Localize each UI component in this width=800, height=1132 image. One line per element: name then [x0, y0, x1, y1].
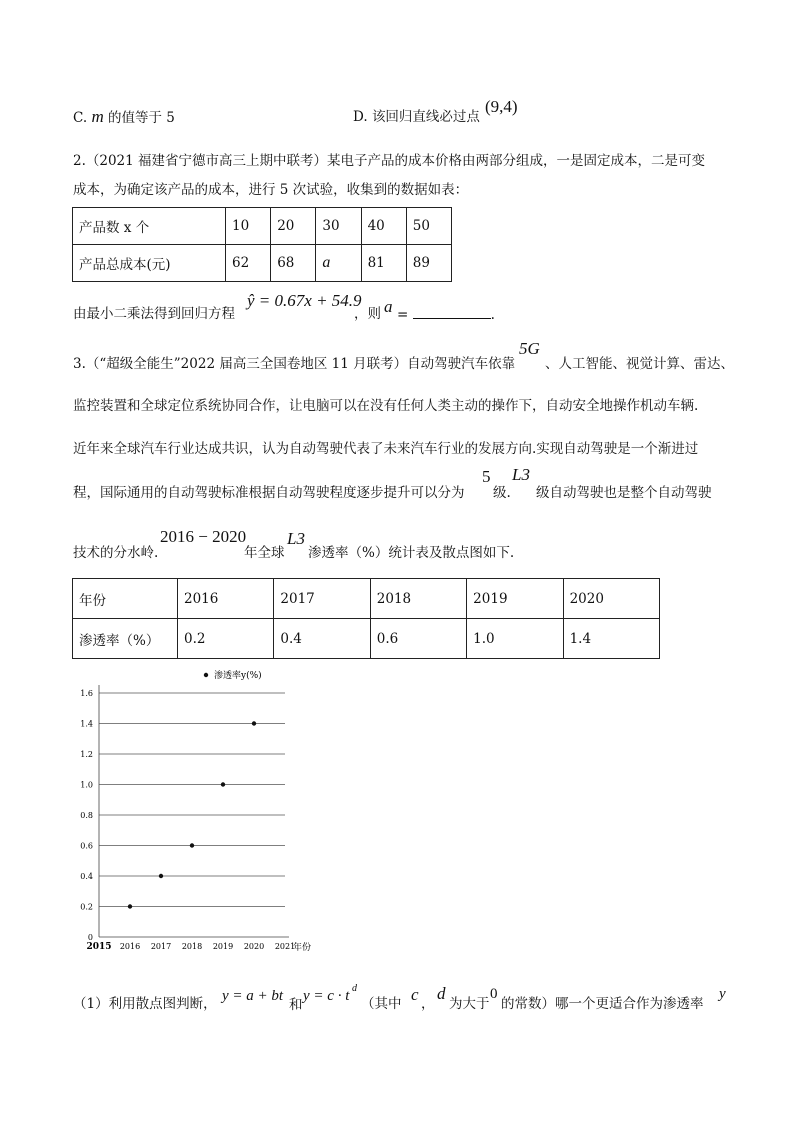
- option-c-text: 的值等于 5: [108, 110, 175, 126]
- q3-l3-2: L3: [287, 529, 305, 548]
- q2-after: [73, 305, 235, 323]
- chart-axes: [80, 685, 311, 953]
- x-tick-label: 2016: [119, 942, 141, 951]
- q3-sub1-comma: ，: [421, 996, 435, 1012]
- x-tick-label: 2021: [274, 942, 296, 951]
- q3-sub1-zero: 0: [490, 986, 498, 1002]
- table-cell: 2016: [178, 579, 274, 619]
- q2-equation: ŷ = 0.67x + 54.9: [247, 291, 362, 310]
- data-point: [128, 904, 132, 908]
- option-d-prefix: D.: [353, 109, 368, 125]
- chart-grid: [99, 693, 285, 907]
- q2-after-prefix: 由最小二乘法得到回归方程: [73, 306, 235, 322]
- q3-sub1-mid2: 为大于: [449, 996, 490, 1012]
- q3-sub1-d: d: [437, 984, 446, 1003]
- table-cell: 2018: [370, 579, 466, 619]
- table-row: [73, 579, 660, 619]
- table-cell: 50: [406, 208, 451, 245]
- q3-sub1-eq2: y = c · t: [303, 988, 350, 1004]
- q2-after-eq: =: [397, 307, 409, 323]
- table-cell: 30: [316, 208, 361, 245]
- q3-sub1-eq1: y = a + bt: [222, 988, 284, 1004]
- q2-answer-blank: [397, 305, 495, 324]
- table-row: [73, 208, 452, 245]
- q2-after-mid: ，则: [354, 306, 381, 322]
- option-c-prefix: C.: [73, 110, 88, 126]
- table-cell: 0.2: [178, 619, 274, 659]
- table-cell-header: 渗透率（%）: [73, 619, 178, 659]
- q3-line5-suffix: 渗透率（%）统计表及散点图如下.: [308, 545, 515, 561]
- data-point: [252, 721, 256, 725]
- q2-data-table: [72, 207, 452, 282]
- q3-line3: 近年来全球汽车行业达成共识，认为自动驾驶代表了未来汽车行业的发展方向.实现自动驾驶是一个渐进过: [73, 441, 699, 457]
- table-cell: 89: [406, 245, 451, 282]
- x-tick-label: 2020: [243, 942, 265, 951]
- option-d-text: 该回归直线必过点: [371, 109, 480, 125]
- q3-line4-suffix: 级自动驾驶也是整个自动驾驶: [536, 485, 712, 501]
- y-tick-label: 1.6: [80, 689, 93, 698]
- y-tick-label: 1.2: [80, 750, 93, 759]
- table-cell: 0.4: [274, 619, 370, 659]
- y-tick-label: 0.4: [80, 872, 93, 881]
- option-d-point: (9,4): [485, 97, 518, 116]
- q3-line4: [73, 484, 465, 502]
- table-row: [73, 245, 452, 282]
- q3-line2: 监控装置和全球定位系统协同合作，让电脑可以在没有任何人类主动的操作下，自动安全地操作机动车辆.: [73, 398, 699, 414]
- table-cell-header: 产品总成本(元): [73, 245, 226, 282]
- table-row: [73, 619, 660, 659]
- table-cell: 0.6: [370, 619, 466, 659]
- x-tick-label: 2019: [212, 942, 234, 951]
- answer-blank[interactable]: [413, 305, 491, 319]
- q3-line1: [73, 355, 515, 373]
- scatter-chart: [72, 665, 342, 955]
- q3-line5-prefix: 技术的分水岭.: [73, 545, 159, 561]
- option-d: [353, 108, 480, 126]
- chart-legend: [204, 669, 262, 681]
- table-cell-header: 产品数 x 个: [73, 208, 226, 245]
- table-cell: 81: [361, 245, 406, 282]
- data-point: [190, 843, 194, 847]
- q2-answer: [354, 305, 381, 323]
- table-cell: 1.0: [467, 619, 563, 659]
- table-cell: 40: [361, 208, 406, 245]
- x-tick-label: 2018: [181, 942, 203, 951]
- q2-line2: 成本，为确定该产品的成本，进行 5 次试验，收集到的数据如表：: [73, 182, 469, 198]
- table-cell: 2019: [467, 579, 563, 619]
- q3-5g: 5G: [519, 339, 540, 358]
- x-tick-label: 2017: [150, 942, 172, 951]
- q3-sub1-mid3: 的常数）哪一个更适合作为渗透率: [501, 996, 704, 1012]
- q3-l3: L3: [512, 465, 530, 484]
- table-cell: 2017: [274, 579, 370, 619]
- q3-sub1: [73, 995, 217, 1013]
- legend-label: 渗透率y(%): [214, 671, 262, 681]
- q2-after-end: .: [490, 307, 495, 323]
- q3-years: 2016 − 2020: [160, 527, 247, 546]
- option-c: [73, 108, 175, 127]
- q2-line1: 2.（2021 福建省宁德市高三上期中联考）某电子产品的成本价格由两部分组成，一是固定成本，二是可变: [73, 153, 706, 169]
- q3-five: 5: [482, 467, 491, 486]
- q3-line4-prefix: 程，国际通用的自动驾驶标准根据自动驾驶程度逐步提升可以分为: [73, 485, 465, 501]
- y-tick-label: 0.6: [80, 841, 93, 851]
- table-cell: 10: [226, 208, 271, 245]
- y-tick-label: 0: [87, 933, 93, 942]
- q3-data-table: [72, 578, 660, 659]
- q3-sub1-y: y: [719, 986, 726, 1002]
- table-cell-header: 年份: [73, 579, 178, 619]
- q3-sub1-mid1: （其中: [361, 996, 402, 1012]
- legend-marker: [204, 673, 208, 677]
- x-tick-label: 2015: [86, 942, 112, 952]
- table-cell: 20: [271, 208, 316, 245]
- table-cell: 68: [271, 245, 316, 282]
- table-cell: a: [316, 245, 361, 282]
- q3-line1-suffix: 、人工智能、视觉计算、雷达、: [545, 356, 734, 372]
- option-c-var: m: [91, 107, 104, 126]
- q2-var-a: a: [384, 297, 393, 316]
- q3-sub1-eq2-exp: d: [352, 983, 357, 994]
- q3-line1-prefix: 3.（“超级全能生”2022 届高三全国卷地区 11 月联考）自动驾驶汽车依靠: [73, 356, 516, 372]
- data-point: [159, 874, 163, 878]
- table-cell: 2020: [563, 579, 659, 619]
- y-tick-label: 1.4: [80, 719, 93, 729]
- table-cell: 62: [226, 245, 271, 282]
- q3-sub1-and: 和: [289, 997, 303, 1013]
- q3-line5: [73, 544, 158, 562]
- q3-sub1-c: c: [411, 985, 419, 1004]
- table-cell: 1.4: [563, 619, 659, 659]
- x-axis-label: 年份: [293, 943, 312, 953]
- data-point: [221, 782, 225, 786]
- y-tick-label: 0.8: [80, 811, 93, 820]
- q3-line5-mid: 年全球: [244, 545, 285, 561]
- y-tick-label: 1.0: [80, 780, 93, 790]
- q3-sub1-prefix: （1）利用散点图判断，: [73, 996, 217, 1012]
- q3-ji: 级.: [493, 485, 511, 501]
- y-tick-label: 0.2: [80, 902, 93, 912]
